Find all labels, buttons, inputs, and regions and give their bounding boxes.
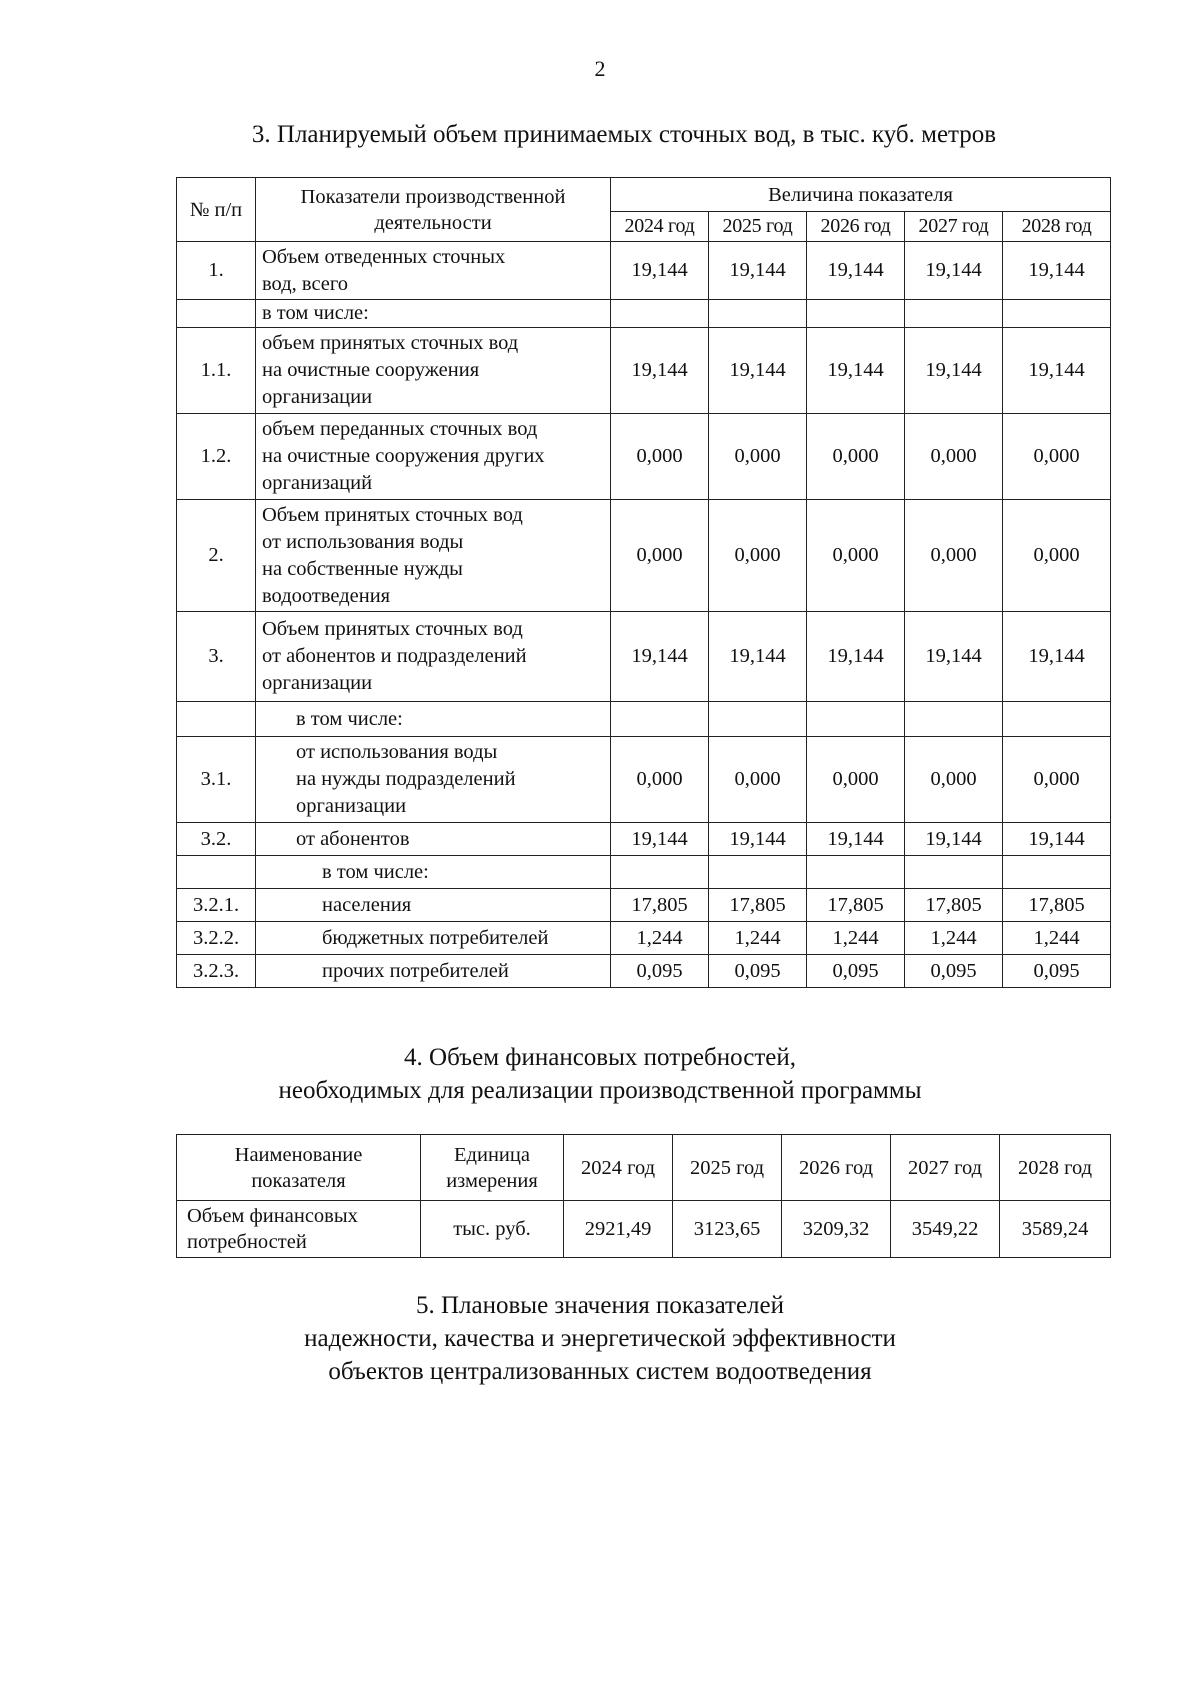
row-label [256, 823, 611, 856]
value-cell: 19,144 [905, 328, 1003, 414]
row-label-line: организаций [262, 472, 373, 494]
value-cell [807, 702, 905, 737]
row-label [256, 889, 611, 922]
row-label-line: на очистные сооружения других [262, 445, 545, 467]
row-number [177, 300, 256, 328]
value-cell [905, 702, 1003, 737]
value-cell: 1,244 [807, 922, 905, 955]
row-number: 1.1. [177, 328, 256, 414]
row-label-line: Объем принятых сточных вод [262, 503, 523, 526]
row-label-line: на собственные нужды [262, 557, 463, 580]
header-line: Наименование [234, 1143, 363, 1166]
value-cell: 0,095 [807, 955, 905, 988]
row-number: 1. [177, 242, 256, 300]
value-cell: 17,805 [709, 889, 807, 922]
column-header-year: 2024 год [611, 212, 709, 242]
financial-needs-table [176, 1134, 1111, 1258]
table-row [177, 823, 1111, 856]
table-row [177, 889, 1111, 922]
table-row [177, 1201, 1111, 1258]
section-5-title-line: 5. Плановые значения показателей [415, 1292, 785, 1319]
value-cell [611, 856, 709, 889]
table-row [177, 300, 1111, 328]
value-cell: 19,144 [1003, 612, 1111, 702]
value-cell: 19,144 [807, 328, 905, 414]
section-4-title-line: необходимых для реализации производственной программы [278, 1077, 922, 1104]
row-label-line: Объем финансовых [187, 1205, 358, 1227]
section-5-title [0, 1289, 1200, 1388]
value-cell [807, 300, 905, 328]
header-line: измерения [446, 1169, 538, 1192]
value-cell: 19,144 [1003, 823, 1111, 856]
value-cell: 0,000 [611, 737, 709, 823]
column-header-number: № п/п [177, 178, 256, 242]
value-cell: 0,000 [807, 500, 905, 612]
value-cell: 0,000 [709, 414, 807, 500]
row-label [177, 1201, 421, 1258]
value-cell [611, 702, 709, 737]
table-row [177, 414, 1111, 500]
value-cell: 19,144 [1003, 328, 1111, 414]
row-label-line: на очистные сооружения [262, 359, 480, 381]
value-cell: 19,144 [807, 612, 905, 702]
row-label [256, 856, 611, 889]
row-number: 1.2. [177, 414, 256, 500]
row-label [256, 500, 611, 612]
column-header-indicator: Показатели производственной деятельности [256, 178, 611, 242]
row-number [177, 856, 256, 889]
column-header-year: 2027 год [905, 212, 1003, 242]
value-cell [905, 300, 1003, 328]
column-header-year: 2025 год [673, 1135, 782, 1201]
value-cell [1003, 856, 1111, 889]
value-cell: 3589,24 [1000, 1201, 1111, 1258]
value-cell: 17,805 [1003, 889, 1111, 922]
row-number: 3.1. [177, 737, 256, 823]
column-header-year: 2026 год [807, 212, 905, 242]
value-cell: 0,000 [1003, 414, 1111, 500]
row-label [256, 737, 611, 823]
section-5-title-line: надежности, качества и энергетической эффективности [304, 1325, 896, 1352]
section-4-title-line: 4. Объем финансовых потребностей, [404, 1044, 796, 1071]
row-label [256, 414, 611, 500]
column-header-unit [421, 1135, 564, 1201]
value-cell [1003, 300, 1111, 328]
column-header-year: 2026 год [782, 1135, 891, 1201]
row-label-line: на нужды подразделений [296, 768, 516, 790]
value-cell [709, 856, 807, 889]
row-label-line: от использования воды [262, 530, 464, 553]
value-cell: 19,144 [611, 328, 709, 414]
value-cell: 0,000 [611, 500, 709, 612]
value-cell: 0,000 [611, 414, 709, 500]
value-cell: 19,144 [905, 612, 1003, 702]
row-number: 3.2.2. [177, 922, 256, 955]
column-header-year: 2027 год [891, 1135, 1000, 1201]
row-label [256, 955, 611, 988]
value-cell: 0,095 [611, 955, 709, 988]
table-row [177, 702, 1111, 737]
value-cell: 0,000 [709, 737, 807, 823]
value-cell: 19,144 [709, 823, 807, 856]
value-cell: 0,095 [709, 955, 807, 988]
column-header-name [177, 1135, 421, 1201]
row-label-line: организации [296, 795, 407, 817]
column-header-year: 2024 год [564, 1135, 673, 1201]
row-label [256, 242, 611, 300]
row-label-line: в том числе: [322, 860, 429, 883]
row-label [256, 922, 611, 955]
value-cell: 0,000 [1003, 500, 1111, 612]
row-label-line: объем переданных сточных вод [262, 418, 538, 440]
value-cell: 0,095 [905, 955, 1003, 988]
row-label-line: населения [322, 893, 412, 916]
column-header-year: 2025 год [709, 212, 807, 242]
row-number: 3.2. [177, 823, 256, 856]
value-cell: 3549,22 [891, 1201, 1000, 1258]
section-3-title: 3. Планируемый объем принимаемых сточных вод, в тыс. куб. метров [251, 121, 997, 148]
value-cell: 19,144 [807, 242, 905, 300]
row-label-line: объем принятых сточных вод [262, 332, 519, 354]
value-cell: 1,244 [905, 922, 1003, 955]
row-label-line: вод, всего [262, 272, 349, 295]
row-label-line: организации [262, 672, 373, 694]
value-cell: 19,144 [709, 328, 807, 414]
table-row [177, 955, 1111, 988]
row-label-line: Объем принятых сточных вод [262, 618, 523, 640]
value-cell: 0,095 [1003, 955, 1111, 988]
value-cell: 17,805 [611, 889, 709, 922]
column-header-year: 2028 год [1000, 1135, 1111, 1201]
row-label-line: прочих потребителей [322, 959, 509, 982]
value-cell: 19,144 [709, 242, 807, 300]
table-row [177, 242, 1111, 300]
row-label [256, 300, 611, 328]
value-cell: 3209,32 [782, 1201, 891, 1258]
value-cell: 0,000 [1003, 737, 1111, 823]
section-5-title-line: объектов централизованных систем водоотведения [328, 1358, 872, 1385]
value-cell: 0,000 [905, 500, 1003, 612]
value-cell: 19,144 [1003, 242, 1111, 300]
value-cell: 19,144 [709, 612, 807, 702]
row-label-line: в том числе: [296, 707, 403, 730]
row-label [256, 612, 611, 702]
row-label-line: Объем отведенных сточных [262, 245, 506, 268]
value-cell: 19,144 [807, 823, 905, 856]
value-cell: 19,144 [905, 823, 1003, 856]
row-label [256, 702, 611, 737]
value-cell: 1,244 [1003, 922, 1111, 955]
row-label-line: от использования воды [296, 741, 498, 763]
value-cell [1003, 702, 1111, 737]
value-cell [611, 300, 709, 328]
row-number: 3.2.1. [177, 889, 256, 922]
value-cell: 19,144 [611, 823, 709, 856]
value-cell: 2921,49 [564, 1201, 673, 1258]
table-row [177, 922, 1111, 955]
row-number: 3.2.3. [177, 955, 256, 988]
row-number: 3. [177, 612, 256, 702]
unit-cell: тыс. руб. [421, 1201, 564, 1258]
value-cell: 0,000 [807, 737, 905, 823]
value-cell [709, 300, 807, 328]
value-cell: 17,805 [905, 889, 1003, 922]
table-row [177, 856, 1111, 889]
table-row [177, 612, 1111, 702]
value-cell: 19,144 [905, 242, 1003, 300]
row-label-line: от абонентов [296, 827, 410, 850]
value-cell: 0,000 [709, 500, 807, 612]
header-line: Единица [454, 1143, 530, 1166]
value-cell: 19,144 [611, 242, 709, 300]
wastewater-volume-table [176, 177, 1111, 988]
value-cell [709, 702, 807, 737]
row-label-line: организации [262, 386, 373, 408]
value-cell: 19,144 [611, 612, 709, 702]
row-label-line: потребностей [187, 1231, 307, 1253]
section-4-title [0, 1041, 1200, 1107]
value-cell: 1,244 [709, 922, 807, 955]
value-cell [807, 856, 905, 889]
row-label-line: бюджетных потребителей [322, 926, 549, 949]
value-cell: 1,244 [611, 922, 709, 955]
table-row [177, 500, 1111, 612]
column-group-header-values: Величина показателя [611, 178, 1111, 212]
row-label [256, 328, 611, 414]
row-label-line: от абонентов и подразделений [262, 645, 527, 667]
table-row [177, 737, 1111, 823]
table-row [177, 328, 1111, 414]
value-cell [905, 856, 1003, 889]
row-number [177, 702, 256, 737]
value-cell: 0,000 [905, 737, 1003, 823]
row-number: 2. [177, 500, 256, 612]
value-cell: 3123,65 [673, 1201, 782, 1258]
value-cell: 0,000 [807, 414, 905, 500]
row-label-line: в том числе: [262, 302, 369, 324]
value-cell: 0,000 [905, 414, 1003, 500]
value-cell: 17,805 [807, 889, 905, 922]
row-label-line: водоотведения [262, 584, 391, 607]
column-header-year: 2028 год [1003, 212, 1111, 242]
page-number: 2 [594, 56, 606, 81]
header-line: показателя [251, 1169, 346, 1192]
